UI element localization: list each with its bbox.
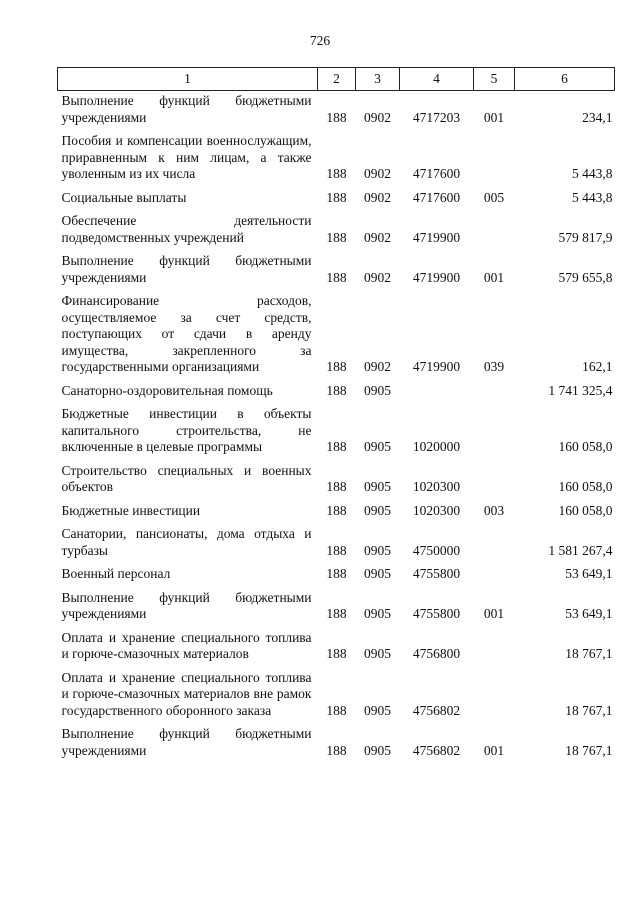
row-amount: 5 443,8 [572,166,613,181]
row-amount: 1 581 267,4 [548,542,613,558]
row-amount: 160 058,0 [558,439,613,454]
row-code-2: 188 [326,479,347,494]
row-code-2: 188 [326,109,347,125]
column-header-6: 6 [515,68,615,91]
column-header-1: 1 [58,68,318,91]
row-code-4: 4750000 [412,542,461,558]
row-code-4 [400,376,474,400]
row-name: Санаторно-оздоровительная помощь [61,382,273,398]
row-code-5 [474,559,515,583]
table-row [58,126,615,183]
row-code-5: 005 [483,189,505,205]
row-amount: 234,1 [582,109,613,125]
row-code-4: 4755800 [412,566,461,581]
row-amount: 160 058,0 [558,502,613,518]
row-code-2: 188 [326,382,347,398]
row-amount: 162,1 [582,359,613,374]
row-code-5 [474,399,515,456]
row-name: Бюджетные инвестиции [61,502,201,518]
row-name: Оплата и хранение специального топлива и горюче-смазочных материалов вне рамок государственного оборонного заказа [61,669,312,718]
row-code-4: 1020300 [412,502,461,518]
table-row [58,623,615,663]
column-header-5: 5 [474,68,515,91]
row-code-2: 188 [326,439,347,454]
row-code-2: 188 [326,702,347,718]
table-row [58,583,615,623]
row-name: Социальные выплаты [61,189,187,205]
row-amount: 5 443,8 [572,189,613,205]
row-code-3: 0905 [364,566,391,581]
row-code-5 [474,126,515,183]
row-code-3: 0905 [364,479,391,494]
column-header-4: 4 [400,68,474,91]
row-code-5: 001 [483,109,505,125]
row-code-3: 0902 [364,166,391,181]
row-amount: 18 767,1 [565,646,613,661]
row-amount: 579 655,8 [558,269,613,285]
table-row [58,286,615,376]
table-row [58,206,615,246]
table-row [58,519,615,559]
row-code-3: 0905 [364,702,391,718]
row-code-4: 4756802 [412,742,461,758]
row-name: Обеспечение деятельности подведомственных учреждений [61,213,312,245]
row-name: Выполнение функций бюджетными учреждениями [61,726,312,758]
row-name: Финансирование расходов, осуществляемое за счет средств, поступающих от сдачи в аренду имущества, закрепленного за государственными организациями [61,293,312,374]
row-code-2: 188 [326,606,347,621]
table-row [58,183,615,207]
column-header-3: 3 [356,68,400,91]
row-code-3: 0905 [364,382,391,398]
row-code-2: 188 [326,166,347,181]
table-row [58,456,615,496]
row-name: Строительство специальных и военных объектов [61,462,312,494]
row-amount: 18 767,1 [565,702,613,718]
row-name: Санатории, пансионаты, дома отдыха и турбазы [61,526,312,558]
row-amount: 18 767,1 [565,742,613,758]
row-code-3: 0905 [364,742,391,758]
table-row [58,719,615,759]
row-code-5 [474,206,515,246]
row-code-4: 1020300 [412,479,461,494]
table-row [58,559,615,583]
row-code-5 [474,623,515,663]
table-body [58,91,615,760]
row-code-3: 0905 [364,439,391,454]
row-code-4: 4719900 [412,269,461,285]
row-code-4: 4717600 [412,189,461,205]
table-header-row [58,68,615,91]
row-code-5: 001 [483,606,505,621]
row-name: Выполнение функций бюджетными учреждениями [61,589,312,621]
row-code-2: 188 [326,542,347,558]
row-name: Бюджетные инвестиции в объекты капитального строительства, не включенные в целевые программы [61,406,312,454]
row-code-5: 039 [483,359,505,374]
budget-table [57,67,615,759]
row-name: Пособия и компенсации военнослужащим, приравненным к ним лицам, а также уволенным из их числа [61,133,312,181]
row-code-3: 0902 [364,229,391,245]
row-code-3: 0905 [364,542,391,558]
table-row [58,246,615,286]
table-row [58,399,615,456]
page-number: 726 [309,33,331,48]
row-code-5 [474,456,515,496]
row-code-3: 0905 [364,606,391,621]
table-row [58,663,615,720]
row-code-2: 188 [326,742,347,758]
row-code-4: 4756800 [412,646,461,661]
row-name: Выполнение функций бюджетными учреждениями [61,253,312,285]
row-code-2: 188 [326,566,347,581]
table-row [58,376,615,400]
row-name: Оплата и хранение специального топлива и горюче-смазочных материалов [61,629,312,661]
row-code-2: 188 [326,502,347,518]
row-amount: 53 649,1 [565,566,613,581]
row-code-3: 0905 [364,646,391,661]
row-code-5: 003 [483,502,505,518]
row-name: Выполнение функций бюджетными учреждениями [61,93,312,125]
row-code-4: 4756802 [412,702,461,718]
row-amount: 1 741 325,4 [548,382,613,398]
row-code-4: 4719900 [412,229,461,245]
row-code-3: 0902 [364,109,391,125]
row-amount: 579 817,9 [558,229,613,245]
row-code-4: 1020000 [412,439,461,454]
table-row [58,496,615,520]
row-name: Военный персонал [61,566,171,581]
row-amount: 53 649,1 [565,606,613,621]
row-code-5 [474,376,515,400]
row-code-5: 001 [483,269,505,285]
row-code-3: 0902 [364,189,391,205]
table-row [58,91,615,127]
row-code-4: 4719900 [412,359,461,374]
row-code-2: 188 [326,189,347,205]
row-code-5 [474,519,515,559]
row-code-2: 188 [326,646,347,661]
row-code-2: 188 [326,359,347,374]
row-code-2: 188 [326,269,347,285]
row-code-2: 188 [326,229,347,245]
row-code-4: 4717203 [412,109,461,125]
row-code-3: 0902 [364,359,391,374]
row-code-5: 001 [483,742,505,758]
row-code-4: 4717600 [412,166,461,181]
row-code-5 [474,663,515,720]
row-code-4: 4755800 [412,606,461,621]
row-code-3: 0905 [364,502,391,518]
row-code-3: 0902 [364,269,391,285]
column-header-2: 2 [318,68,356,91]
row-amount: 160 058,0 [558,479,613,494]
